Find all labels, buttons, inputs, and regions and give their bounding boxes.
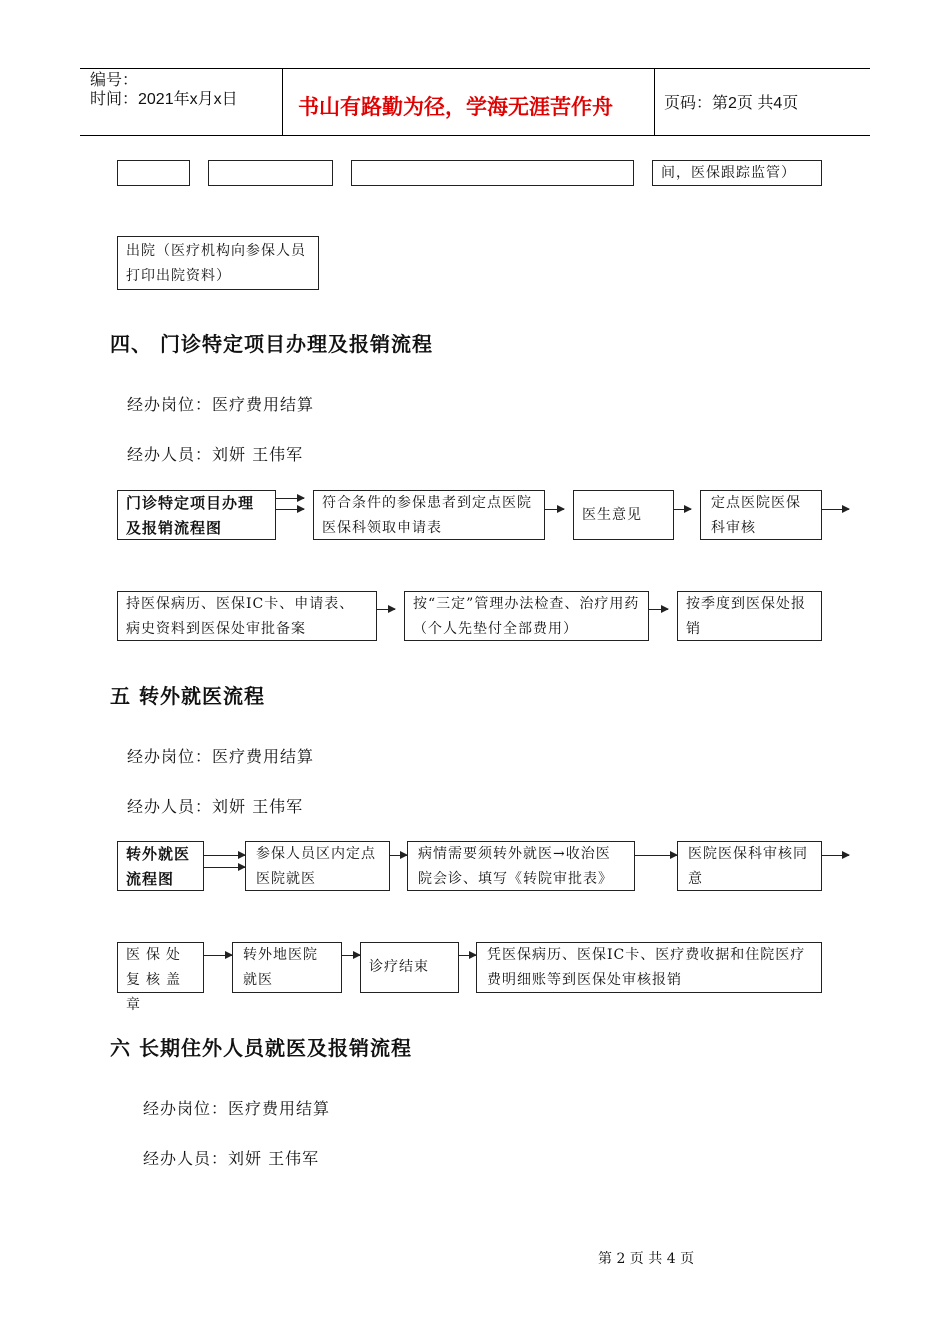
section4-staff: 经办人员：刘妍 王伟军 (127, 445, 304, 464)
section5-arrow-4 (822, 855, 849, 856)
section5-staff: 经办人员：刘妍 王伟军 (127, 797, 304, 816)
header-page-label: 页码：第2页 共4页 (664, 95, 799, 112)
top-flow-box-4 (652, 160, 822, 186)
section4-post: 经办岗位：医疗费用结算 (127, 395, 315, 414)
section5-arrow-5 (204, 955, 232, 956)
section4-flow-title-box: 门诊特定项目办理及报销流程图 (117, 490, 276, 540)
section4-arrow-6 (649, 609, 668, 610)
top-flow-box-2 (208, 160, 333, 186)
section5-step1-box: 参保人员区内定点医院就医 (245, 841, 390, 891)
section4-step4-box: 持医保病历、医保IC卡、申请表、病史资料到医保处审批备案 (117, 591, 377, 641)
section5-post: 经办岗位：医疗费用结算 (127, 747, 315, 766)
section4-title: 四、 门诊特定项目办理及报销流程 (110, 332, 433, 356)
section4-arrow-4 (822, 509, 849, 510)
document-date-label: 时间：2021年x月x日 (90, 91, 238, 108)
section5-step4-box: 医保处复核盖章 (117, 942, 204, 993)
section5-arrow-2 (390, 855, 407, 856)
section5-step2-box: 病情需要须转外就医→收治医院会诊、填写《转院审批表》 (407, 841, 635, 891)
section5-step3-box: 医院医保科审核同意 (677, 841, 822, 891)
section5-step6-text: 诊疗结束 (369, 959, 429, 975)
footer-page-number: 第 2 页 共 4 页 (598, 1251, 695, 1267)
section5-step7-box: 凭医保病历、医保IC卡、医疗费收据和住院医疗费明细账等到医保处审核报销 (476, 942, 822, 993)
top-flow-box-4-text: 间，医保跟踪监管） (661, 164, 796, 181)
section4-step1-box: 符合条件的参保患者到定点医院医保科领取申请表 (313, 490, 545, 540)
top-flow-box-1 (117, 160, 190, 186)
section5-step6-box (360, 942, 459, 993)
section5-arrow-6 (342, 955, 360, 956)
header-bottom-rule (80, 135, 870, 136)
section6-title: 六 长期住外人员就医及报销流程 (110, 1036, 412, 1060)
section4-step6-box: 按季度到医保处报销 (677, 591, 822, 641)
section5-arrow-1a (204, 855, 245, 856)
section4-step3-box: 定点医院医保科审核 (700, 490, 822, 540)
section5-step5-box: 转外地医院就医 (232, 942, 342, 993)
section4-step5-box: 按“三定”管理办法检查、治疗用药（个人先垫付全部费用） (404, 591, 649, 641)
section4-arrow-5 (377, 609, 395, 610)
section4-arrow-3 (674, 509, 691, 510)
section5-arrow-3 (635, 855, 677, 856)
section4-arrow-1b (276, 509, 304, 510)
section5-arrow-7 (459, 955, 476, 956)
header-top-rule (80, 68, 870, 69)
section6-staff: 经办人员：刘妍 王伟军 (143, 1149, 320, 1168)
header-motto: 书山有路勤为径，学海无涯苦作舟 (298, 95, 613, 119)
section6-post: 经办岗位：医疗费用结算 (143, 1099, 331, 1118)
top-flow-box-3 (351, 160, 634, 186)
section5-flow-title-box: 转外就医流程图 (117, 841, 204, 891)
section4-step2-box (573, 490, 674, 540)
discharge-box: 出院（医疗机构向参保人员打印出院资料） (117, 236, 319, 290)
section5-arrow-1b (204, 867, 245, 868)
section4-step2-text: 医生意见 (582, 506, 642, 523)
header-divider-right (654, 68, 655, 136)
header-divider-left (282, 68, 283, 136)
section4-arrow-2 (545, 509, 564, 510)
document-number-label: 编号： (90, 72, 139, 89)
section5-title: 五 转外就医流程 (110, 684, 265, 708)
section4-arrow-1a (276, 498, 304, 499)
